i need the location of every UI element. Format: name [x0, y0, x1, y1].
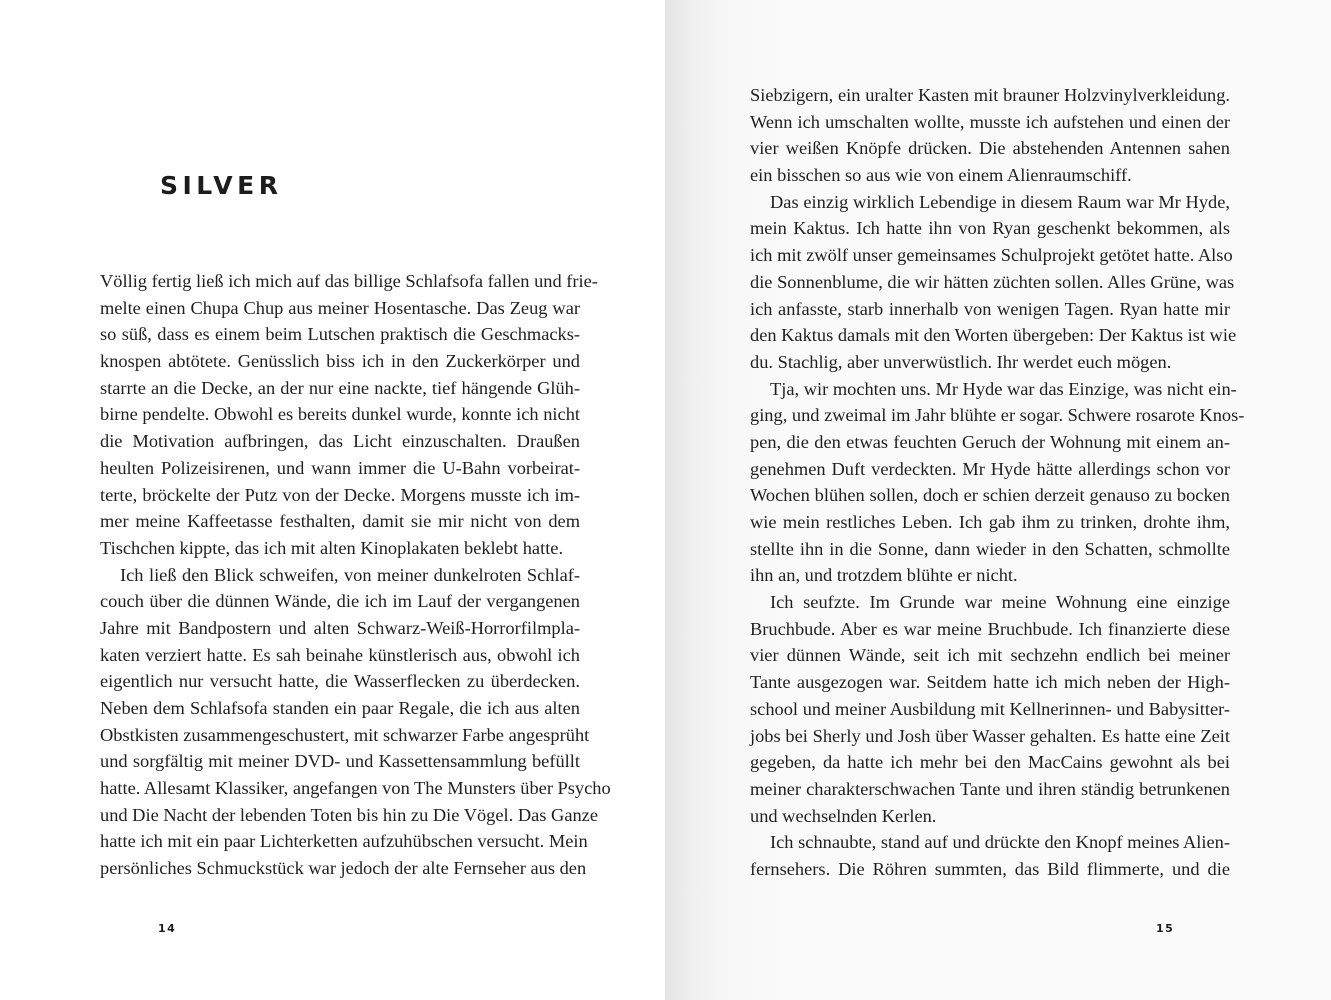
left-page-body [100, 268, 611, 882]
text-line: meiner charakterschwachen Tante und ihren ständig betrunkenen [750, 778, 1230, 799]
text-line: vier dünnen Wände, seit ich mit sechzehn endlich bei meiner [750, 645, 1230, 666]
text-line: Ich ließ den Blick schweifen, von meiner dunkelroten Schlaf- [120, 564, 580, 585]
text-line: Tante ausgezogen war. Seitdem hatte ich mich neben der High- [750, 672, 1230, 693]
right-page [665, 0, 1331, 1000]
text-line: Obstkisten zusammengeschustert, mit schwarzer Farbe angesprüht [100, 724, 590, 745]
text-line: hatte. Allesamt Klassiker, angefangen von The Munsters über Psycho [100, 778, 611, 799]
text-line: terte, bröckelte der Putz von der Decke. Morgens musste ich im- [100, 484, 580, 505]
text-line: heulten Polizeisirenen, und wann immer die U-Bahn vorbeirat- [100, 457, 580, 478]
text-line: und wechselnden Kerlen. [750, 805, 937, 826]
text-line: Jahre mit Bandpostern und alten Schwarz-Weiß-Horrorfilmpla- [100, 617, 580, 638]
text-line: jobs bei Sherly und Josh über Wasser gehalten. Es hatte eine Zeit [750, 725, 1230, 746]
text-line: ich mit zwölf unser gemeinsames Schulprojekt getötet hatte. Also [750, 245, 1233, 266]
text-line: gegeben, da hatte ich mehr bei den MacCains gewohnt als bei [750, 752, 1230, 773]
text-line: Siebzigern, ein uralter Kasten mit brauner Holzvinylverkleidung. [750, 85, 1230, 105]
text-line: mein Kaktus. Ich hatte ihn von Ryan geschenkt bekommen, als [750, 218, 1230, 239]
right-page-body [750, 82, 1245, 883]
text-line: stellte ihn in die Sonne, dann wieder in den Schatten, schmollte [750, 538, 1230, 559]
text-line: genehmen Duft verdeckten. Mr Hyde hätte allerdings schon vor [750, 458, 1230, 479]
text-line: Bruchbude. Aber es war meine Bruchbude. Ich finanzierte diese [750, 618, 1230, 639]
text-line: Das einzig wirklich Lebendige in diesem Raum war Mr Hyde, [770, 191, 1230, 212]
text-line: eigentlich nur versucht hatte, die Wasserflecken zu überdecken. [100, 671, 580, 692]
text-line: ein bisschen so aus wie von einem Alienraumschiff. [750, 165, 1132, 186]
text-line: Wochen blühen sollen, doch er schien derzeit genauso zu bocken [750, 485, 1230, 506]
text-line: die Motivation aufbringen, das Licht einzuschalten. Draußen [100, 431, 580, 452]
text-line: so süß, dass es einem beim Lutschen praktisch die Geschmacks- [100, 324, 580, 345]
text-line: fernsehers. Die Röhren summten, das Bild flimmerte, und die [750, 858, 1230, 879]
text-line: persönliches Schmuckstück war jedoch der alte Fernseher aus den [100, 858, 587, 879]
text-line: wie mein restliches Leben. Ich gab ihm zu trinken, drohte ihm, [750, 512, 1230, 532]
text-line: den Kaktus damals mit den Worten übergeben: Der Kaktus ist wie [750, 325, 1237, 346]
text-line: knospen abtötete. Genüsslich biss ich in den Zuckerkörper und [100, 351, 580, 372]
text-line: Tja, wir mochten uns. Mr Hyde war das Einzige, was nicht ein- [770, 378, 1237, 399]
text-line: ich anfasste, starb innerhalb von wenigen Tagen. Ryan hatte mir [750, 298, 1230, 319]
page-number: 15 [1156, 922, 1175, 935]
text-line: katen verziert hatte. Es sah beinahe künstlerisch aus, obwohl ich [100, 644, 580, 665]
text-line: und Die Nacht der lebenden Toten bis hin zu Die Vögel. Das Ganze [100, 804, 599, 825]
text-line: starrte an die Decke, an der nur eine nackte, tief hängende Glüh- [100, 377, 580, 398]
text-line: ihn an, und trotzdem blühte er nicht. [750, 565, 1018, 586]
text-line: du. Stachlig, aber unverwüstlich. Ihr werdet euch mögen. [750, 351, 1172, 372]
text-line: Ich seufzte. Im Grunde war meine Wohnung eine einzige [770, 592, 1230, 613]
text-line: hatte ich mit ein paar Lichterketten aufzuhübschen versucht. Mein [100, 831, 588, 852]
text-line: Neben dem Schlafsofa standen ein paar Regale, die ich aus alten [100, 698, 580, 718]
chapter-title: SILVER [160, 171, 283, 200]
text-line: ging, und zweimal im Jahr blühte er sogar. Schwere rosarote Knos- [750, 405, 1245, 426]
text-line: mer meine Kaffeetasse festhalten, damit sie mir nicht von dem [100, 511, 580, 532]
left-page [0, 0, 665, 1000]
text-line: birne pendelte. Obwohl es bereits dunkel wurde, konnte ich nicht [100, 404, 580, 425]
text-line: pen, die den etwas feuchten Geruch der Wohnung mit einem an- [750, 431, 1230, 452]
page-number: 14 [158, 922, 177, 935]
text-line: Wenn ich umschalten wollte, musste ich aufstehen und einen der [750, 111, 1230, 132]
text-line: school und meiner Ausbildung mit Kellnerinnen- und Babysitter- [750, 698, 1230, 719]
text-line: vier weißen Knöpfe drücken. Die abstehenden Antennen sahen [750, 138, 1230, 159]
text-line: Ich schnaubte, stand auf und drückte den Knopf meines Alien- [770, 832, 1230, 853]
text-line: melte einen Chupa Chup aus meiner Hosentasche. Das Zeug war [100, 297, 580, 318]
text-line: Tischchen kippte, das ich mit alten Kinoplakaten beklebt hatte. [100, 537, 564, 558]
text-line: Völlig fertig ließ ich mich auf das billige Schlafsofa fallen und frie- [100, 271, 598, 291]
text-line: die Sonnenblume, die wir hätten züchten sollen. Alles Grüne, was [750, 271, 1235, 292]
text-line: couch über die dünnen Wände, die ich im Lauf der vergangenen [100, 591, 580, 612]
text-line: und sorgfältig mit meiner DVD- und Kassettensammlung befüllt [100, 751, 580, 772]
